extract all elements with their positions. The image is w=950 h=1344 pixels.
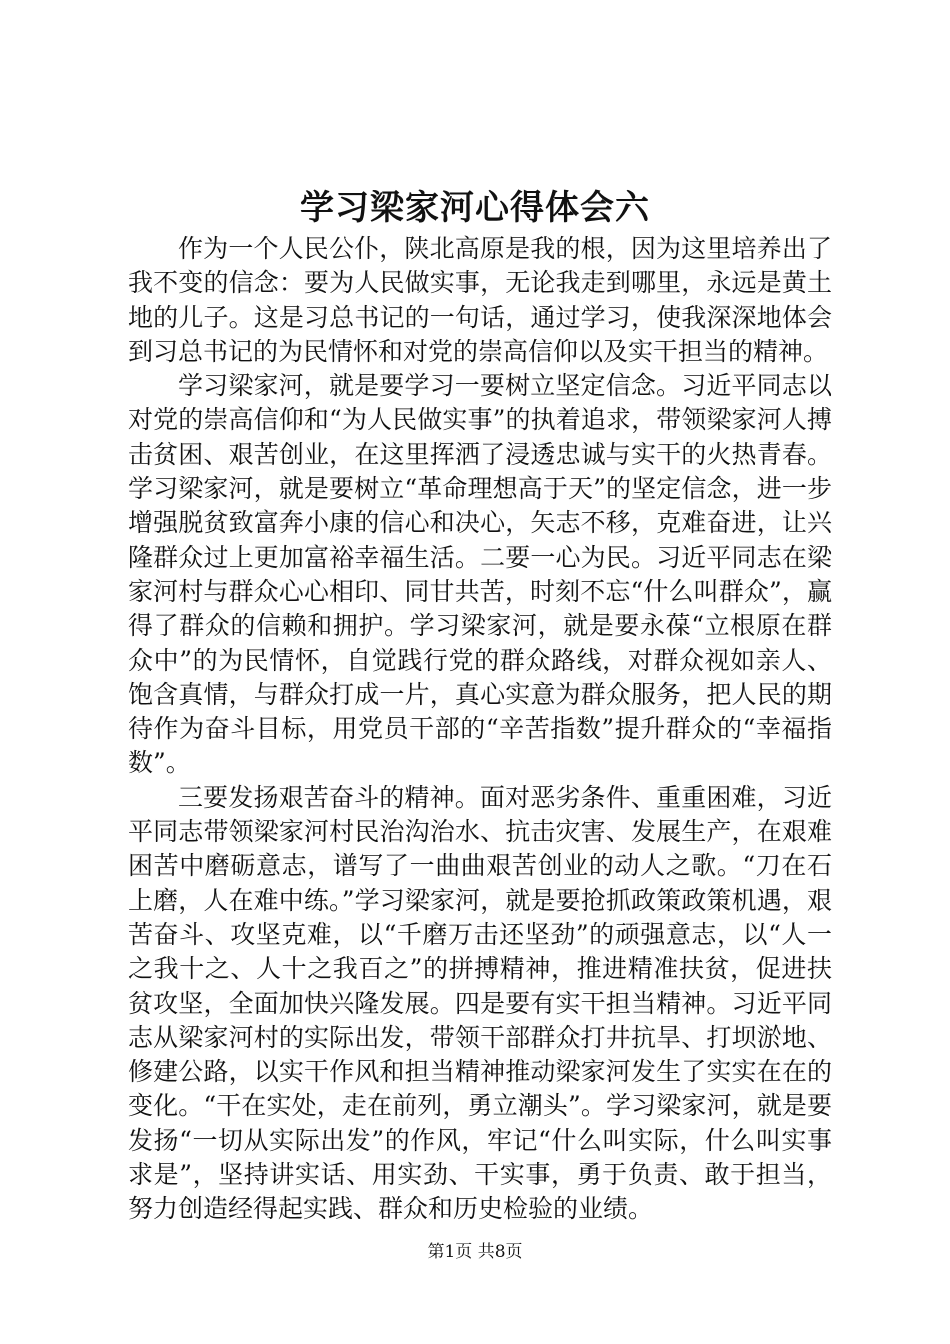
page-footer: 第1页 共8页 [427, 1242, 523, 1262]
paragraph-2: 学习梁家河，就是要学习一要树立坚定信念。习近平同志以对党的崇高信仰和“为人民做实事”的执着追求，带领梁家河人搏击贫困、艰苦创业，在这里挥洒了浸透忠诚与实干的火热青春。学习梁家河，就是要树立“革命理想高于天”的坚定信念，进一步增强脱贫致富奔小康的信心和决心，矢志不移，克难奋进，让兴隆群众过上更加富裕幸福生活。二要一心为民。习近平同志在梁家河村与群众心心相印、同甘共苦，时刻不忘“什么叫群众”，赢得了群众的信赖和拥护。学习梁家河，就是要永葆“立根原在群众中”的为民情怀，自觉践行党的群众路线，对群众视如亲人、饱含真情，与群众打成一片，真心实意为群众服务，把人民的期待作为奋斗目标，用党员干部的“辛苦指数”提升群众的“幸福指数”。 [128, 371, 832, 778]
document-body [128, 232, 832, 1227]
paragraph-3: 三要发扬艰苦奋斗的精神。面对恶劣条件、重重困难，习近平同志带领梁家河村民治沟治水、抗击灾害、发展生产，在艰难困苦中磨砺意志，谱写了一曲曲艰苦创业的动人之歌。“刀在石上磨，人在难中练。”学习梁家河，就是要抢抓政策政策机遇，艰苦奋斗、攻坚克难，以“千磨万击还坚劲”的顽强意志，以“人一之我十之、人十之我百之”的拼搏精神，推进精准扶贫，促进扶贫攻坚，全面加快兴隆发展。四是要有实干担当精神。习近平同志从梁家河村的实际出发，带领干部群众打井抗旱、打坝淤地、修建公路，以实干作风和担当精神推动梁家河发生了实实在在的变化。“干在实处，走在前列，勇立潮头”。学习梁家河，就是要发扬“一切从实际出发”的作风，牢记“什么叫实际，什么叫实事求是”，坚持讲实话、用实劲、干实事，勇于负责、敢于担当，努力创造经得起实践、群众和历史检验的业绩。 [128, 782, 832, 1224]
paragraph-1: 作为一个人民公仆，陕北高原是我的根，因为这里培养出了我不变的信念：要为人民做实事，无论我走到哪里，永远是黄土地的儿子。这是习总书记的一句话，通过学习，使我深深地体会到习总书记的为民情怀和对党的崇高信仰以及实干担当的精神。 [128, 234, 832, 366]
document-title: 学习梁家河心得体会六 [300, 188, 650, 228]
